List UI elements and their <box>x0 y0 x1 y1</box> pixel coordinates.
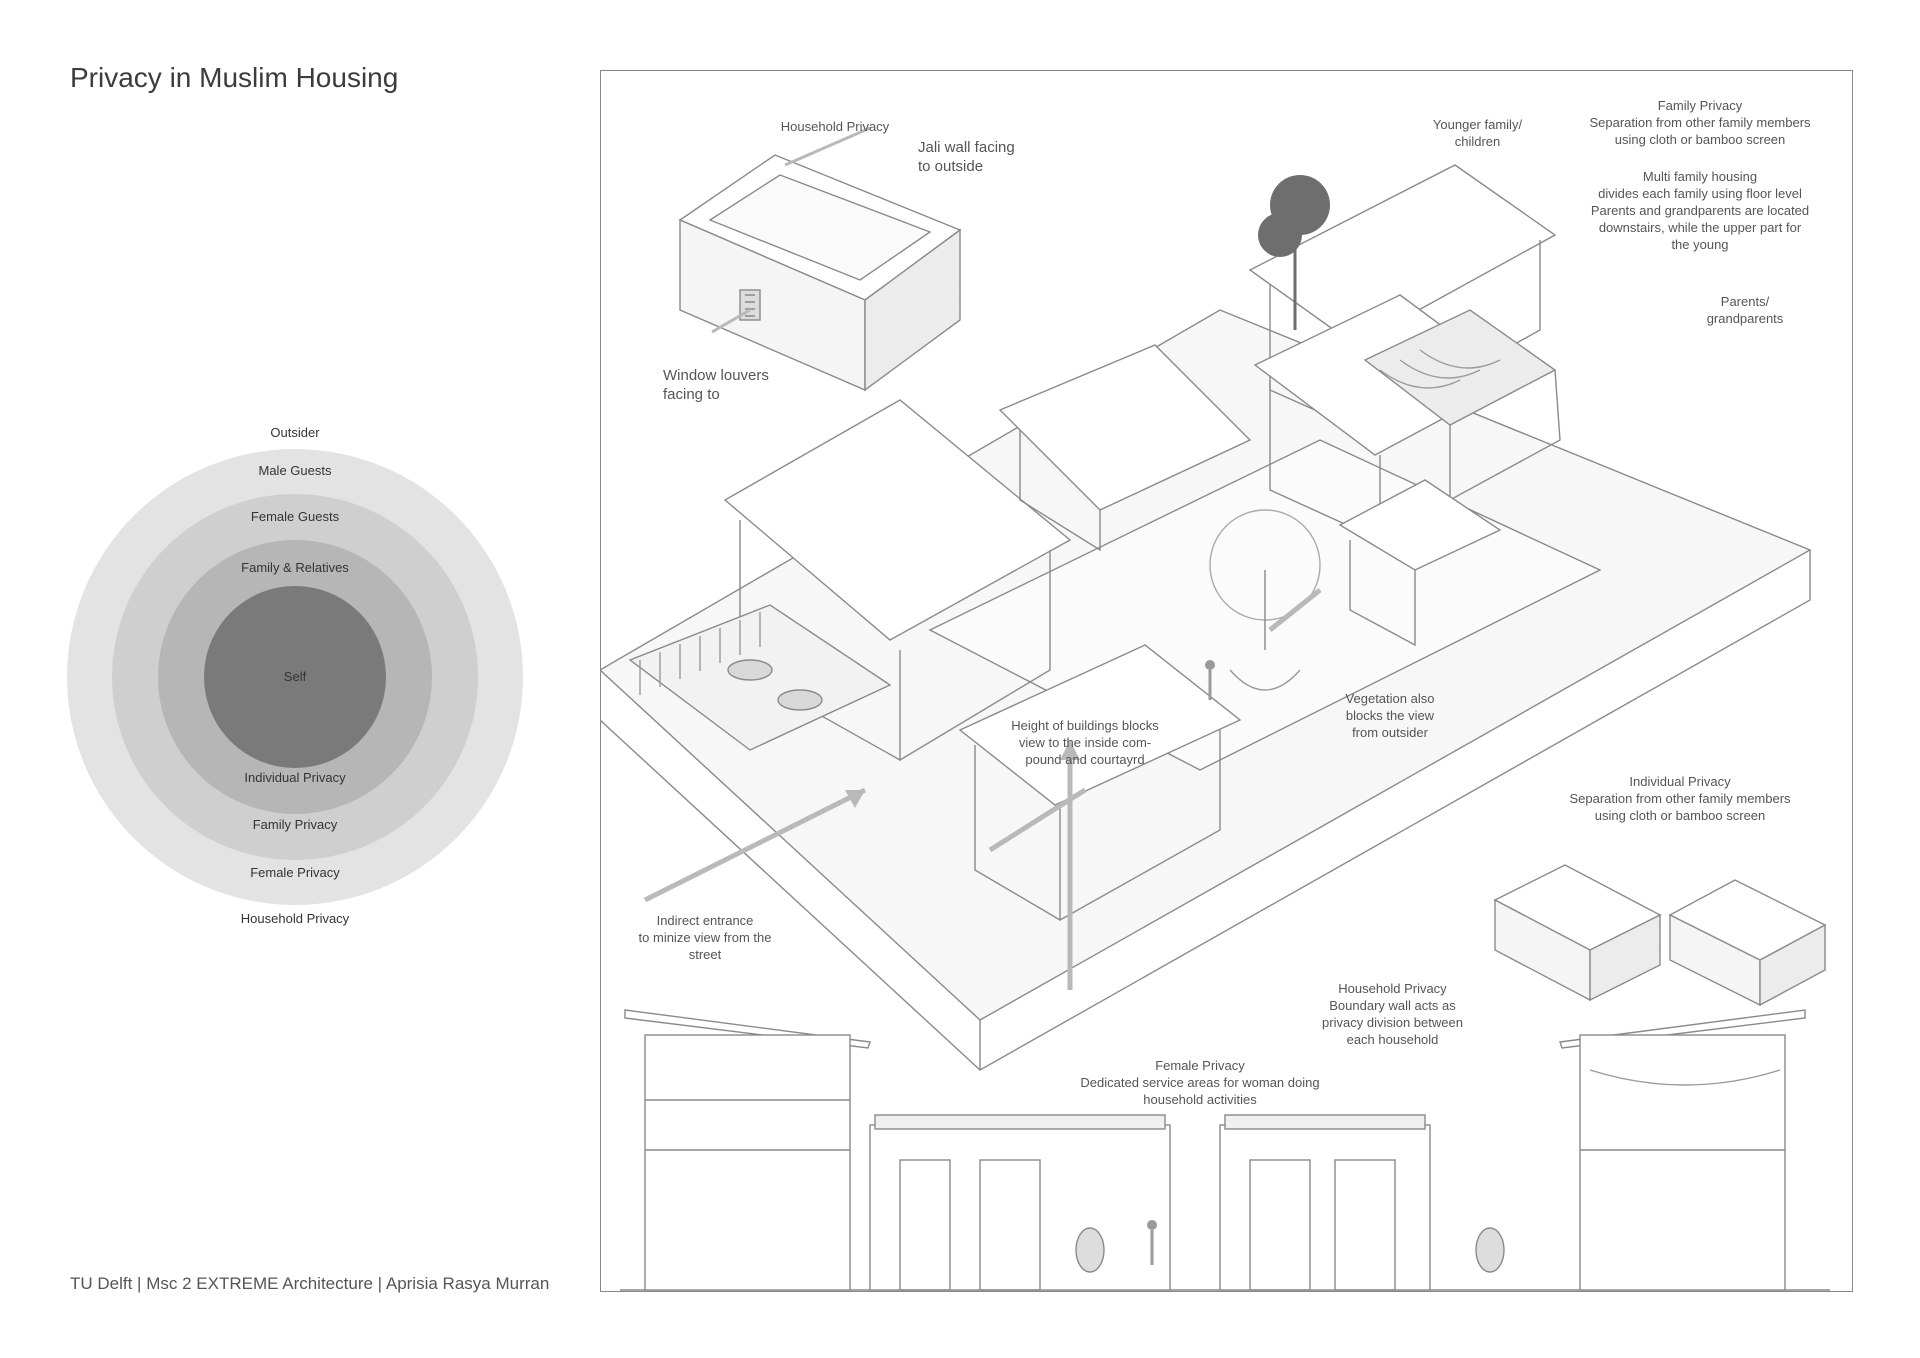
label-family-privacy: Family Privacy <box>252 817 338 832</box>
annotation-younger-family: Younger family/ children <box>1432 117 1523 149</box>
section-elevation <box>620 1010 1830 1290</box>
privacy-onion-diagram <box>60 415 530 955</box>
annotation-household-boundary: Household Privacy Boundary wall acts as privacy division between each household <box>1322 981 1463 1047</box>
page-title: Privacy in Muslim Housing <box>70 62 399 93</box>
footer-credit: TU Delft | Msc 2 EXTREME Architecture | Aprisia Rasya Murran <box>70 1274 550 1293</box>
annotation-multi-family: Multi family housing divides each family using floor level Parents and grandparents are located downstairs, while the upper part for the young <box>1590 169 1810 252</box>
label-outsider: Outsider <box>270 425 320 440</box>
label-self: Self <box>283 669 307 684</box>
label-male-guests: Male Guests <box>258 463 332 478</box>
annotation-vegetation: Vegetation also blocks the view from outsider <box>1345 691 1435 740</box>
label-female-privacy: Female Privacy <box>250 865 340 880</box>
label-household-privacy: Household Privacy <box>240 911 350 926</box>
annotation-window-louvers: Window louvers facing to <box>663 367 769 403</box>
housing-axonometric-drawing <box>600 70 1853 1292</box>
label-individual-privacy: Individual Privacy <box>244 770 346 785</box>
annotation-parents: Parents/ grandparents <box>1706 294 1784 326</box>
person <box>1205 660 1215 670</box>
annotation-female-privacy: Female Privacy Dedicated service areas for woman doing household activities <box>1080 1058 1320 1107</box>
annotation-height-buildings: Height of buildings blocks view to the inside com- pound and courtayrd <box>1011 718 1159 767</box>
label-family-relatives: Family & Relatives <box>241 560 349 575</box>
annotation-jali-wall: Jali wall facing to outside <box>918 139 1015 175</box>
annotation-indirect-entrance: Indirect entrance to minize view from the street <box>638 913 772 962</box>
annotation-individual-privacy: Individual Privacy Separation from other family members using cloth or bamboo screen <box>1569 774 1791 823</box>
label-female-guests: Female Guests <box>250 509 340 524</box>
individual-privacy-boxes <box>1495 865 1825 1005</box>
annotation-household-privacy-title: Household Privacy <box>780 119 890 134</box>
annotation-family-privacy: Family Privacy Separation from other family members using cloth or bamboo screen <box>1589 98 1811 147</box>
